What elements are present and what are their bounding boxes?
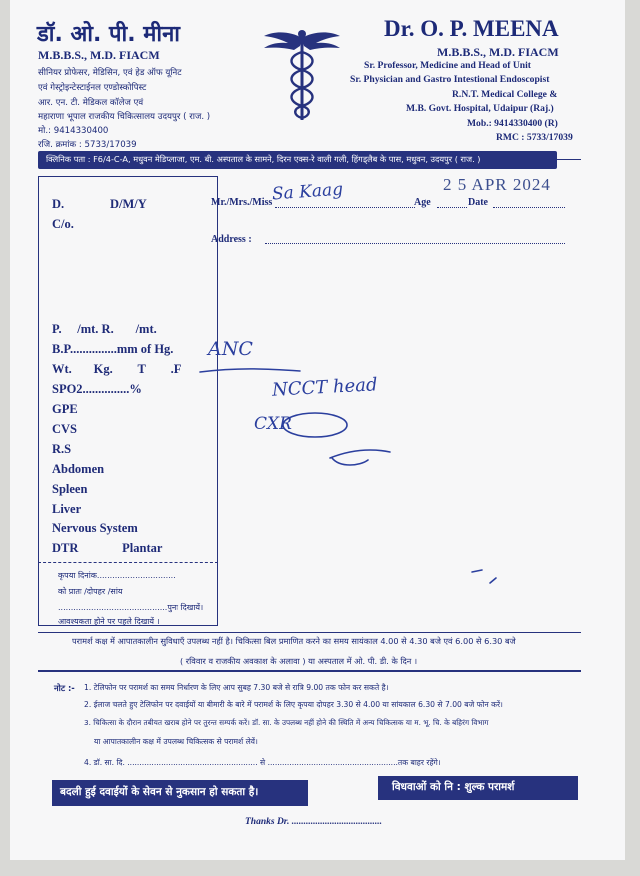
spleen-field: Spleen [52, 482, 88, 496]
followup-time: को प्रातः /दोपहर /सांय [58, 587, 123, 596]
free-consultation-banner [378, 776, 578, 800]
prescription-sheet [10, 0, 625, 860]
age-label: Age [414, 197, 431, 208]
registration-hindi: रजि. क्रमांक : 5733/17039 [38, 140, 137, 150]
doctor-degree-left: M.B.B.S., M.D. FIACM [38, 48, 160, 62]
designation-hindi-1: सीनियर प्रोफेसर, मेडिसिन, एवं हेड ऑफ यूनिट [38, 68, 182, 78]
doctor-name-english: Dr. O. P. MEENA [384, 16, 559, 41]
designation-english-2: Sr. Physician and Gastro Intestional Endoscopist [350, 74, 550, 85]
rs-field: R.S [52, 442, 72, 456]
rx-note-ncct: NCCT head [271, 374, 379, 401]
dtr-plantar-field: DTR Plantar [52, 541, 163, 555]
timing-rule-top [38, 632, 581, 633]
mobile-english: Mob.: 9414330400 (R) [467, 118, 558, 129]
note-2: 2. ईलाज चलते हुए टेलिफोन पर दवाईयों या बीमारी के बारे में परामर्श के लिए कृपया दोपहर 3.30 से 4.00 या सांयकाल 6.30 से 7.00 बजे फोन करें। [84, 700, 503, 709]
notes-label: नोट :- [54, 683, 75, 693]
note-3a: 3. चिकित्सा के दौरान तबीयत खराब होने पर तुरन्त सम्पर्क करें। डॉ. सा. के उपलब्ध नहीं होने की स्थिति में अन्य चिकित्सक या म. भू. चि. के बहिरंग विभाग [84, 718, 489, 727]
date-label: Date [468, 197, 488, 208]
spo2-field: SPO2...............% [52, 382, 142, 396]
co-label: C/o. [52, 217, 74, 231]
name-label: Mr./Mrs./Miss [211, 197, 273, 208]
clinic-address: क्लिनिक पता : F6/4-C-A, मधुवन मेडिप्लाजा, एम. बी. अस्पताल के सामने, दिरन एक्स-रे वाली गली, हिंगड्लैब के पास, मधुवन, उदयपुर ( राज. ) [46, 154, 481, 164]
followup-early: आवश्यकता होने पर पहले दिखायें । [58, 617, 160, 626]
liver-field: Liver [52, 502, 82, 516]
note-3b: या आपातकालीन कक्ष में उपलब्ध चिकित्सक से परामर्श लेवें। [94, 737, 258, 746]
timing-line-2: ( रविवार व राजकीय अवकाश के अलावा ) या अस्पताल में ओ. पी. डी. के दिन । [180, 656, 418, 666]
note-1: 1. टेलिफोन पर परामर्श का समय निर्धारण के लिए आप सुबह 7.30 बजे से रात्रि 9.00 तक फोन कर सकते है। [84, 683, 389, 692]
cvs-field: CVS [52, 422, 78, 436]
doctor-degree-right: M.B.B.S., M.D. FIACM [437, 45, 559, 59]
address-label: Address : [211, 234, 252, 245]
nervous-system-field: Nervous System [52, 521, 138, 535]
pen-strokes [10, 0, 625, 860]
mobile-hindi: मो.: 9414330400 [38, 126, 109, 136]
bp-field: B.P...............mm of Hg. [52, 342, 174, 356]
doctor-name-hindi: डॉ. ओ. पी. मीना [37, 22, 180, 47]
rx-note-cxr: CXR [254, 414, 292, 434]
medicine-warning-text: बदली हुई दवाईयों के सेवन से नुकसान हो सकता है। [60, 786, 259, 798]
college-hindi: आर. एन. टी. मेडिकल कॉलेज एवं [38, 98, 144, 108]
pulse-resp-field: P. /mt. R. /mt. [52, 322, 157, 336]
hospital-hindi: महाराणा भूपाल राजकीय चिकित्सालय उदयपुर ( राज. ) [38, 112, 211, 122]
followup-revisit: ...........................................पुनः दिखायें। [58, 603, 204, 612]
dmy-label: D/M/Y [110, 197, 147, 211]
rx-note-anc: ANC [208, 338, 253, 360]
weight-temp-field: Wt. Kg. T .F [52, 362, 182, 376]
hospital-english: M.B. Govt. Hospital, Udaipur (Raj.) [406, 103, 554, 114]
college-english: R.N.T. Medical College & [452, 89, 558, 100]
timing-rule-bottom [38, 670, 581, 672]
designation-hindi-2: एवं गेस्ट्रोइन्टेस्टाईनल एण्डोस्कोपिस्ट [38, 83, 147, 93]
gpe-field: GPE [52, 402, 78, 416]
followup-date: कृपया दिनांक............................... [58, 571, 176, 580]
abdomen-field: Abdomen [52, 462, 105, 476]
designation-english-1: Sr. Professor, Medicine and Head of Unit [364, 60, 532, 71]
free-consultation-text: विधवाओं को नि : शुल्क परामर्श [392, 781, 515, 793]
date-stamp: 2 5 APR 2024 [443, 175, 551, 194]
medicine-warning-banner [52, 780, 308, 806]
note-4: 4. डॉ. सा. दि. ...................................................... से ......................................................तक बाहर रहेंगे। [84, 758, 441, 767]
thanks-dr-line: Thanks Dr. ...................................... [245, 817, 382, 827]
timing-line-1: परामर्श कक्ष में आपातकालीन सुविधाएँ उपलब्ध नहीं है। चिकित्सा बिल प्रमाणित करने का समय सायंकाल 4.00 से 4.30 बजे एवं 6.00 से 6.30 बजे [72, 636, 516, 646]
d-label: D. [52, 197, 65, 211]
patient-name-handwritten: Sa Kaag [271, 179, 344, 205]
rmc-english: RMC : 5733/17039 [496, 132, 573, 143]
